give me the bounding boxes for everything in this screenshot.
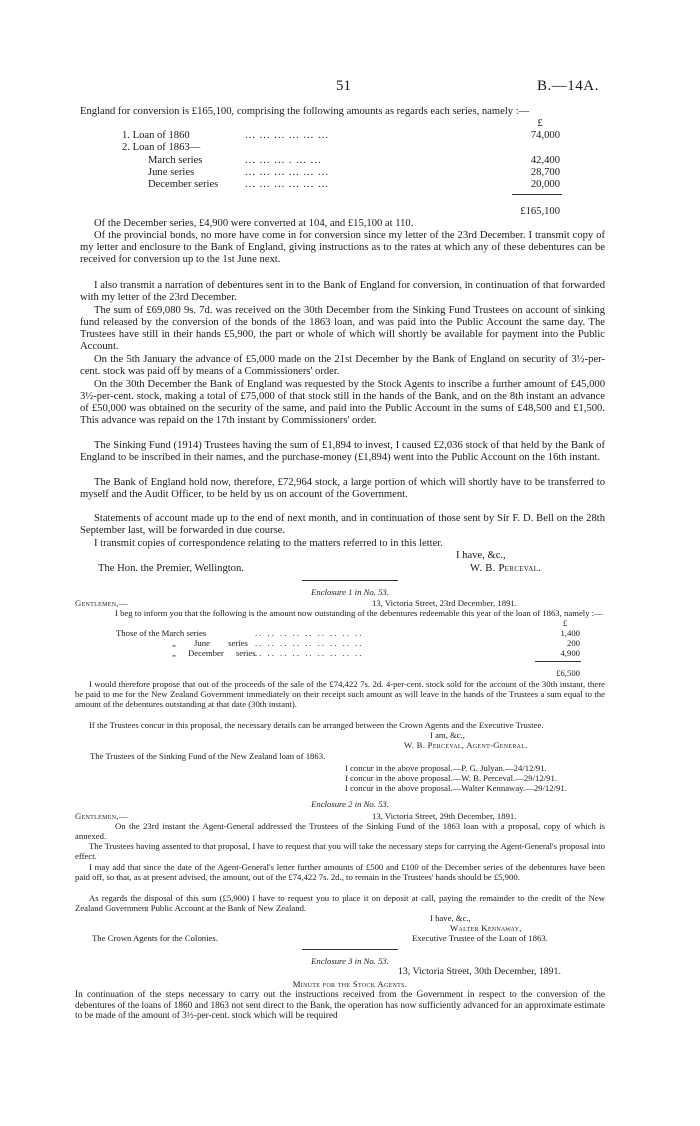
enclosure-paragraph: In continuation of the steps necessary to carry out the instructions received from the Government in respect to the conversion of the debentures of the loans of 1860 and 1863 not sent direct to the Bank, the operation has now sufficiently advanced for an approximate estimate to be made of the amount of 3½-per-cent. stock which will be required [75, 990, 605, 1022]
letter-closing: I have, &c., [456, 550, 506, 561]
enclosure-signature: W. B. Perceval, Agent-General. [404, 740, 528, 750]
enclosure-signature-name: Walter Kennaway, [450, 923, 522, 933]
leader-dots: ... ... ... ... ... ... [245, 179, 329, 190]
amount-label: Those of the March series [116, 628, 207, 638]
amount-label: March series [148, 155, 203, 166]
amount-value: 74,000 [530, 130, 560, 141]
amount-label: June series [148, 167, 195, 178]
enclosure-paragraph: I may add that since the date of the Agent-General's letter further amounts of £500 and £100 of the December series of the debentures have been paid off, so that, as at present advised, the amount, out of the £74,422 7s. 2d., to remain in the Trustees' hands should be £5,900. [75, 862, 605, 882]
letter-paragraph: The sum of £69,080 9s. 7d. was received on the 30th December from the Sinking Fund Trustees on account of sinking fund released by the conversion of the bonds of the 1863 loan, and was paid into the Public Account the same day. The Trustees have still in their hands £5,900, the part or whole of which will shortly be available for payment into the Public Account. [80, 305, 605, 353]
letter-paragraph: The Sinking Fund (1914) Trustees having the sum of £1,894 to invest, I caused £2,036 stock of that held by the Bank of England to be inscribed in their names, and the purchase-money (£1,894) went into the Public Account on the 16th instant. [80, 440, 605, 464]
enclosure-paragraph: I would therefore propose that out of the proceeds of the sale of the £74,422 7s. 2d. 4-per-cent. stock sold for the account of the 30th instant, there be paid to me for the New Zealand Government immediately on their receipt such amount as will leave in the hands of the Trustees a sum equal to the amount of the debentures outstanding at that date (30th instant). [75, 679, 605, 709]
amounts-currency: £ [537, 118, 543, 129]
letter-paragraph: Of the provincial bonds, no more have come in for conversion since my letter of the 23rd December. I transmit copy of my letter and enclosure to the Bank of England, giving instructions as to the rates at which any of these debentures can be received for conversion up to the 1st June next. [80, 230, 605, 266]
salutation: Gentlemen,— [75, 811, 128, 821]
enclosure-addressee: The Crown Agents for the Colonies. [92, 933, 218, 943]
document-reference: B.—14A. [537, 78, 599, 94]
enclosure-paragraph: The Trustees having assented to that proposal, I have to request that you will take the necessary steps for carrying the Agent-General's proposal into effect. [75, 841, 605, 861]
address-date: 13, Victoria Street, 29th December, 1891. [372, 811, 517, 821]
amount-label: „ December series [172, 648, 256, 658]
leader-dots: ... ... ... ... ... ... [245, 167, 329, 178]
letter-addressee: The Hon. the Premier, Wellington. [98, 563, 244, 574]
amount-label: 1. Loan of 1860 [122, 130, 190, 141]
letter-paragraph: Of the December series, £4,900 were converted at 104, and £15,100 at 110. [94, 218, 414, 229]
letter-paragraph: On the 30th December the Bank of England was requested by the Stock Agents to inscribe a further amount of £45,000 3½-per-cent. stock, making a total of £75,000 of that stock still in the hands of the Bank, and on the 8th instant an advance of £50,000 was obtained on the security of the same, and paid into the Public Account in the sums of £48,500 and £1,500. This advance was repaid on the 17th instant by Commissioners' order. [80, 379, 605, 427]
amount-value: 20,000 [530, 179, 560, 190]
letter-paragraph: The Bank of England hold now, therefore, £72,964 stock, a large portion of which will shortly have to be transferred to myself and the Audit Officer, to be held by us on account of the Government. [80, 477, 605, 501]
letter-paragraph: Statements of account made up to the end of next month, and in continuation of those sent by Sir F. D. Bell on the 28th September last, will be forwarded in due course. [80, 513, 605, 537]
address-date: 13, Victoria Street, 30th December, 1891. [398, 966, 561, 977]
enclosure-heading: Enclosure 2 in No. 53. [311, 799, 389, 809]
page-number: 51 [336, 78, 351, 94]
concurrence-line: I concur in the above proposal.—P. G. Julyan.—24/12/91. [345, 763, 547, 773]
amount-value: 1,400 [560, 628, 580, 638]
enclosure-paragraph: As regards the disposal of this sum (£5,900) I have to request you to place it on deposit at call, paying the remainder to the credit of the New Zealand Government Public Account at the Bank of New Zealand. [75, 893, 605, 913]
letter-paragraph: I also transmit a narration of debentures sent in to the Bank of England for conversion, in continuation of that forwarded with my letter of the 23rd December. [80, 280, 605, 304]
amount-value: 28,700 [530, 167, 560, 178]
section-divider [302, 580, 398, 581]
leader-dots: .. .. .. .. .. .. .. .. .. [255, 638, 364, 648]
amount-label: „ June series [172, 638, 248, 648]
enclosure-heading: Enclosure 3 in No. 53. [311, 956, 389, 966]
section-divider [302, 949, 398, 950]
letter-paragraph: On the 5th January the advance of £5,000 made on the 21st December by the Bank of England on security of 3½-per-cent. stock was paid off by means of a Commissioners' order. [80, 354, 605, 378]
address-date: 13, Victoria Street, 23rd December, 1891. [372, 598, 517, 608]
amount-value: 200 [566, 638, 580, 648]
minute-title: Minute for the Stock Agents. [292, 979, 408, 989]
amount-total: £165,100 [520, 206, 560, 217]
salutation: Gentlemen,— [75, 598, 128, 608]
enclosure-heading: Enclosure 1 in No. 53. [311, 587, 389, 597]
amount-label: 2. Loan of 1863— [122, 142, 201, 153]
leader-dots: .. .. .. .. .. .. .. .. .. [255, 648, 364, 658]
enclosure-paragraph: If the Trustees concur in this proposal, the necessary details can be arranged between the Crown Agents and the Executive Trustee. [89, 720, 544, 730]
leader-dots: .. .. .. .. .. .. .. .. .. [255, 628, 364, 638]
enclosure-paragraph: On the 23rd instant the Agent-General addressed the Trustees of the Sinking Fund of the 1863 loan with a proposal, copy of which is annexed. [75, 821, 605, 841]
enclosure-closing: I am, &c., [430, 730, 465, 740]
concurrence-line: I concur in the above proposal.—W. B. Perceval.—29/12/91. [345, 773, 557, 783]
enclosure-closing: I have, &c., [430, 913, 471, 923]
enclosure-paragraph: I beg to inform you that the following is the amount now outstanding of the debentures redeemable this year of the loan of 1863, namely :— [115, 608, 603, 618]
letter-intro: England for conversion is £165,100, comprising the following amounts as regards each series, namely :— [80, 106, 530, 117]
leader-dots: ... ... ... . ... ... [245, 155, 322, 166]
leader-dots: ... ... ... ... ... ... [245, 130, 329, 141]
letter-paragraph: I transmit copies of correspondence relating to the matters referred to in this letter. [94, 538, 443, 549]
concurrence-line: I concur in the above proposal.—Walter Kennaway.—29/12/91. [345, 783, 567, 793]
amount-value: 42,400 [530, 155, 560, 166]
amounts-currency: £ [562, 618, 568, 628]
amount-total: £6,500 [556, 668, 580, 678]
total-rule [512, 194, 562, 195]
enclosure-signature-title: Executive Trustee of the Loan of 1863. [412, 933, 548, 943]
enclosure-addressee: The Trustees of the Sinking Fund of the New Zealand loan of 1863. [90, 751, 326, 761]
amount-value: 4,900 [560, 648, 580, 658]
letter-signature: W. B. Perceval. [470, 563, 542, 574]
amount-label: December series [148, 179, 219, 190]
total-rule [535, 661, 581, 662]
